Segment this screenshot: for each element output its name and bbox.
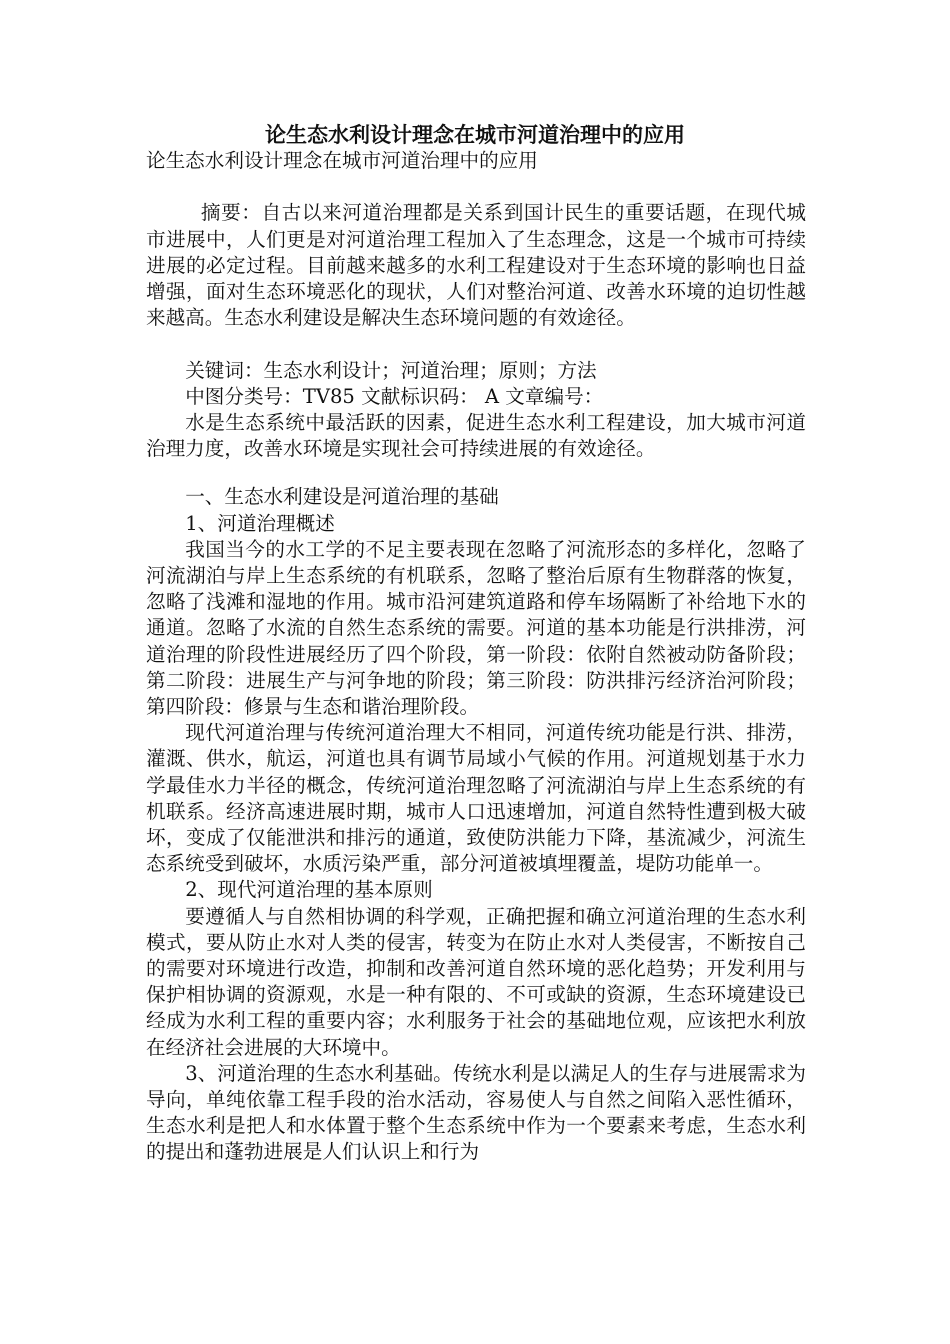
document-title: 论生态水利设计理念在城市河道治理中的应用 — [265, 123, 685, 147]
abstract-paragraph: 摘要：自古以来河道治理都是关系到国计民生的重要话题，在现代城市进展中，人们更是对河道治理工程加入了生态理念，这是一个城市可持续进展的必定过程。目前越来越多的水利工程建设对于生态环境的影响也日益增强，面对生态环境恶化的现状，人们对整治河道、改善水环境的迫切性越来越高。生态水利建设是解决生态环境问题的有效途径。 — [146, 201, 806, 330]
subsection-heading-2: 2、现代河道治理的基本原则 — [185, 878, 433, 902]
section-heading-1: 一、生态水利建设是河道治理的基础 — [185, 485, 499, 509]
spacer — [146, 462, 806, 484]
spacer — [146, 174, 806, 200]
subtitle: 论生态水利设计理念在城市河道治理中的应用 — [146, 149, 538, 172]
body-paragraph-2: 现代河道治理与传统河道治理大不相同，河道传统功能是行洪、排涝，灌溉、供水，航运，河道也具有调节局域小气候的作用。河道规划基于水力学最佳水力半径的概念，传统河道治理忽略了河流湖泊与岸上生态系统的有机联系。经济高速进展时期，城市人口迅速增加，河道自然特性遭到极大破坏，变成了仅能泄洪和排污的通道，致使防洪能力下降，基流减少，河流生态系统受到破坏，水质污染严重，部分河道被填埋覆盖，堤防功能单一。 — [146, 721, 806, 876]
body-paragraph-4: 3、河道治理的生态水利基础。传统水利是以满足人的生存与进展需求为导向，单纯依靠工程手段的治水活动，容易使人与自然之间陷入恶性循环，生态水利是把人和水体置于整个生态系统中作为一个要素来考虑，生态水利的提出和蓬勃进展是人们认识上和行为 — [146, 1061, 806, 1164]
spacer — [146, 331, 806, 357]
classification-line: 中图分类号：TV85 文献标识码： A 文章编号： — [185, 384, 604, 408]
body-paragraph-1: 我国当今的水工学的不足主要表现在忽略了河流形态的多样化，忽略了河流湖泊与岸上生态系统的有机联系，忽略了整治后原有生物群落的恢复，忽略了浅滩和湿地的作用。城市沿河建筑道路和停车场隔断了补给地下水的通道。忽略了水流的自然生态系统的需要。河道的基本功能是行洪排涝，河道治理的阶段性进展经历了四个阶段，第一阶段：依附自然被动防备阶段；第二阶段：进展生产与河争地的阶段；第三阶段：防洪排污经济治河阶段；第四阶段：修景与生态和谐治理阶段。 — [146, 537, 806, 719]
subsection-heading-1: 1、河道治理概述 — [185, 511, 335, 535]
body-paragraph-3: 要遵循人与自然相协调的科学观，正确把握和确立河道治理的生态水利模式，要从防止水对人类的侵害，转变为在防止水对人类侵害，不断按自己的需要对环境进行改造，抑制和改善河道自然环境的恶化趋势；开发利用与保护相协调的资源观，水是一种有限的、不可或缺的资源，生态环境建设已经成为水利工程的重要内容；水利服务于社会的基础地位观，应该把水利放在经济社会进展的大环境中。 — [146, 904, 806, 1059]
keywords-line: 关键词：生态水利设计；河道治理；原则；方法 — [185, 358, 597, 382]
intro-paragraph: 水是生态系统中最活跃的因素，促进生态水利工程建设，加大城市河道治理力度，改善水环境是实现社会可持续进展的有效途径。 — [146, 411, 806, 461]
document-body — [146, 148, 806, 1166]
